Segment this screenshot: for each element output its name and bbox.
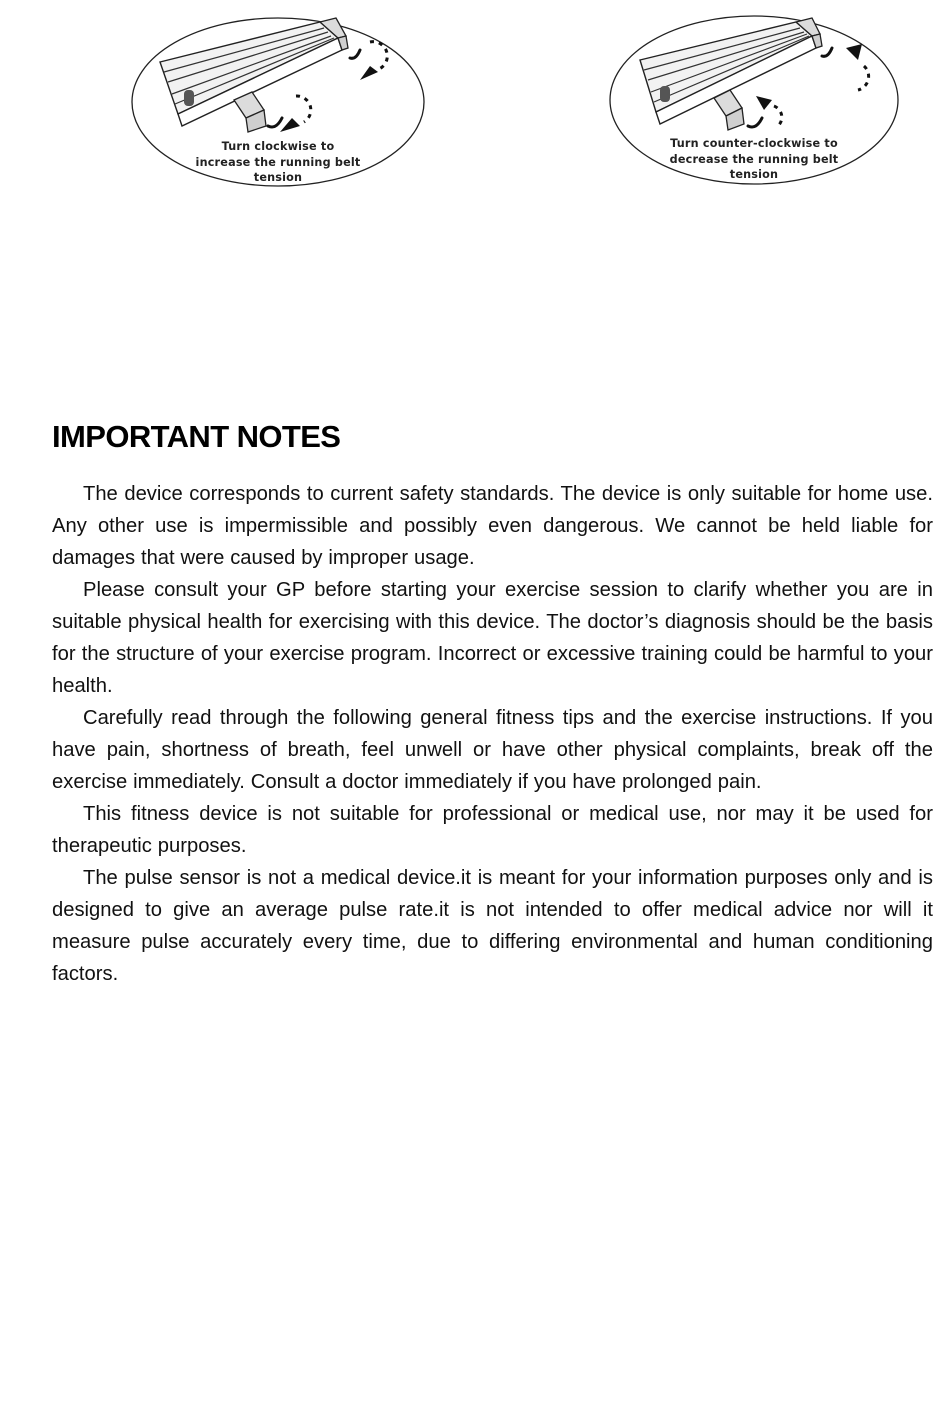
- notes-paragraph: Please consult your GP before starting your exercise session to clarify whether you are in suitable physical health for exercising with this device. The doctor’s diagnosis should be the basis for the structure of your exercise program. Incorrect or excessive training could be harmful to your health.: [52, 579, 933, 697]
- important-notes-body: [52, 478, 933, 990]
- caption-line: tension: [253, 171, 303, 184]
- counter-clockwise-tension-figure: [606, 14, 902, 190]
- caption-line: decrease the running belt: [669, 152, 839, 166]
- section-heading: IMPORTANT NOTES: [52, 419, 341, 454]
- caption-line: Turn clockwise to: [221, 140, 335, 153]
- figure-caption: [183, 139, 373, 186]
- caption-line: tension: [729, 168, 779, 181]
- caption-line: Turn counter-clockwise to: [670, 137, 838, 150]
- notes-paragraph: Carefully read through the following general fitness tips and the exercise instructions. If you have pain, shortness of breath, feel unwell or have other physical complaints, break off the exercise immediately. Consult a doctor immediately if you have prolonged pain.: [52, 707, 933, 793]
- notes-paragraph: The pulse sensor is not a medical device.it is meant for your information purposes only and is designed to give an average pulse rate.it is not intended to offer medical advice nor will it measure pulse accurately every time, due to differing environmental and human conditioning factors.: [52, 867, 933, 985]
- notes-paragraph: This fitness device is not suitable for professional or medical use, nor may it be used for therapeutic purposes.: [52, 803, 933, 857]
- figure-caption: [659, 136, 849, 183]
- caption-line: increase the running belt: [195, 155, 361, 169]
- clockwise-tension-figure: [128, 14, 428, 190]
- notes-paragraph: The device corresponds to current safety standards. The device is only suitable for home use. Any other use is impermissible and possibly even dangerous. We cannot be held liable for damages that were caused by improper usage.: [52, 483, 933, 569]
